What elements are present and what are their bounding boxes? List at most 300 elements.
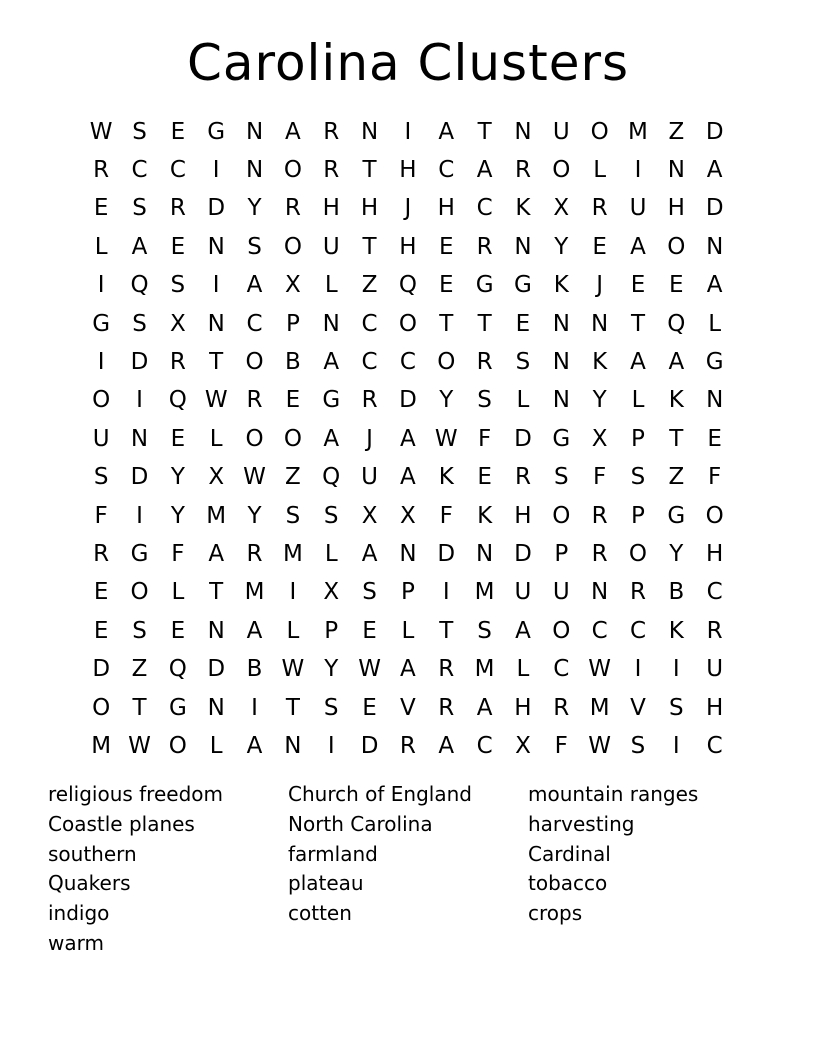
grid-letter: N — [360, 118, 379, 145]
grid-letter: M — [628, 118, 648, 145]
grid-letter: L — [401, 617, 415, 644]
grid-letter: R — [93, 157, 110, 184]
grid-letter: Z — [668, 464, 685, 491]
grid-letter: E — [477, 464, 492, 491]
grid-letter: B — [668, 579, 685, 606]
grid-letter: Q — [398, 272, 417, 299]
grid-letter: W — [204, 387, 228, 414]
grid-letter: I — [251, 694, 258, 721]
grid-letter: K — [515, 195, 531, 222]
grid-letter: M — [282, 540, 303, 567]
grid-letter: X — [515, 732, 531, 759]
grid-letter: G — [322, 387, 341, 414]
grid-letter: S — [669, 694, 684, 721]
grid-letter: D — [92, 656, 111, 683]
grid-letter: L — [324, 272, 338, 299]
grid-letter: F — [708, 464, 722, 491]
grid-letter: L — [286, 617, 300, 644]
grid-letter: Z — [668, 118, 685, 145]
word-list-item: warm — [48, 930, 104, 955]
grid-letter: N — [552, 349, 570, 376]
grid-letter: A — [706, 157, 723, 184]
grid-letter: I — [404, 118, 412, 145]
grid-letter: N — [207, 694, 225, 721]
grid-letter: N — [476, 540, 494, 567]
grid-letter: C — [246, 310, 263, 337]
grid-letter: W — [434, 425, 458, 452]
grid-letter: F — [554, 732, 568, 759]
grid-letter: I — [212, 157, 220, 184]
grid-letter: E — [170, 617, 186, 644]
grid-letter: E — [285, 387, 301, 414]
grid-letter: R — [591, 195, 608, 222]
grid-letter: C — [706, 732, 723, 759]
grid-letter: H — [322, 195, 340, 222]
grid-letter: A — [400, 464, 416, 491]
grid-letter: O — [283, 425, 302, 452]
grid-letter: Y — [592, 387, 607, 414]
grid-letter: O — [705, 502, 724, 529]
grid-letter: K — [668, 387, 684, 414]
grid-letter: N — [667, 157, 685, 184]
grid-letter: A — [361, 540, 378, 567]
word-list-item: harvesting — [528, 811, 635, 836]
grid-letter: J — [366, 425, 373, 452]
grid-letter: M — [91, 732, 112, 759]
grid-letter: C — [361, 310, 378, 337]
grid-letter: A — [630, 233, 646, 260]
grid-letter: P — [554, 540, 569, 567]
grid-letter: R — [438, 656, 455, 683]
grid-letter: N — [207, 617, 225, 644]
word-list-item: Church of England — [288, 782, 472, 806]
grid-letter: L — [94, 233, 108, 260]
grid-letter: O — [398, 310, 417, 337]
grid-letter: G — [168, 694, 187, 721]
grid-letter: S — [132, 118, 147, 145]
grid-letter: W — [89, 118, 113, 145]
grid-letter: V — [400, 694, 416, 721]
grid-letter: S — [132, 310, 147, 337]
grid-letter: N — [706, 387, 724, 414]
grid-letter: L — [209, 425, 223, 452]
grid-letter: T — [439, 310, 454, 337]
grid-letter: A — [438, 118, 455, 145]
grid-letter: R — [323, 118, 340, 145]
grid-letter: Z — [285, 464, 301, 491]
grid-letter: Q — [667, 310, 686, 337]
grid-letter: K — [553, 272, 569, 299]
word-list-item: plateau — [288, 871, 364, 896]
grid-letter: C — [629, 617, 647, 644]
grid-letter: C — [706, 579, 723, 606]
grid-letter: T — [209, 349, 224, 376]
grid-letter: F — [94, 502, 108, 529]
grid-letter: A — [630, 349, 646, 376]
grid-letter: Y — [247, 502, 262, 529]
grid-letter: D — [705, 118, 724, 145]
grid-letter: Y — [247, 195, 262, 222]
grid-letter: C — [131, 157, 148, 184]
grid-letter: O — [130, 579, 149, 606]
grid-letter: R — [476, 233, 493, 260]
grid-letter: N — [322, 310, 340, 337]
word-list-item: indigo — [48, 901, 110, 926]
letter-grid — [82, 113, 734, 766]
grid-letter: C — [553, 656, 570, 683]
grid-letter: J — [404, 195, 412, 222]
grid-letter: N — [399, 540, 417, 567]
grid-letter: E — [93, 195, 109, 222]
grid-letter: K — [668, 617, 684, 644]
grid-letter: J — [596, 272, 604, 299]
grid-letter: O — [552, 617, 571, 644]
grid-letter: N — [552, 310, 570, 337]
grid-letter: S — [477, 617, 492, 644]
grid-letter: N — [245, 118, 264, 145]
grid-letter: A — [400, 425, 416, 452]
grid-letter: F — [593, 464, 607, 491]
grid-letter: N — [284, 732, 302, 759]
grid-letter: W — [243, 464, 266, 491]
grid-letter: L — [171, 579, 185, 606]
grid-letter: N — [207, 233, 225, 260]
grid-letter: D — [705, 195, 724, 222]
grid-letter: X — [285, 272, 301, 299]
grid-letter: N — [514, 118, 532, 145]
grid-letter: X — [361, 502, 378, 529]
grid-letter: D — [514, 540, 532, 567]
grid-letter: T — [209, 579, 224, 606]
grid-letter: E — [93, 617, 109, 644]
grid-letter: S — [630, 732, 646, 759]
grid-letter: W — [588, 732, 612, 759]
word-list-item: Coastle planes — [48, 811, 195, 836]
word-list-item: Cardinal — [528, 841, 611, 866]
grid-letter: A — [246, 732, 263, 759]
grid-letter: N — [130, 425, 149, 452]
grid-letter: S — [132, 617, 147, 644]
grid-letter: N — [706, 233, 724, 260]
grid-letter: A — [323, 425, 340, 452]
grid-letter: O — [245, 425, 264, 452]
grid-letter: E — [707, 425, 722, 452]
grid-letter: S — [323, 502, 339, 529]
grid-letter: R — [591, 540, 608, 567]
grid-letter: K — [477, 502, 493, 529]
grid-letter: H — [514, 502, 532, 529]
grid-letter: U — [322, 233, 340, 260]
grid-letter: I — [442, 579, 450, 606]
grid-letter: T — [669, 425, 684, 452]
grid-letter: Q — [130, 272, 149, 299]
grid-letter: I — [97, 272, 105, 299]
grid-letter: G — [705, 349, 724, 376]
grid-letter: S — [362, 579, 377, 606]
grid-letter: I — [672, 656, 680, 683]
grid-letter: C — [361, 349, 378, 376]
grid-letter: M — [244, 579, 265, 606]
grid-letter: O — [552, 502, 571, 529]
grid-letter: W — [128, 732, 151, 759]
grid-letter: F — [439, 502, 453, 529]
grid-letter: L — [593, 157, 607, 184]
grid-letter: R — [284, 195, 301, 222]
grid-letter: W — [358, 656, 381, 683]
grid-letter: R — [323, 157, 340, 184]
grid-letter: H — [437, 195, 455, 222]
grid-letter: Q — [168, 656, 187, 683]
grid-letter: S — [477, 387, 492, 414]
grid-letter: U — [552, 118, 570, 145]
grid-letter: G — [552, 425, 571, 452]
grid-letter: E — [362, 617, 377, 644]
puzzle-title: Carolina Clusters — [186, 34, 630, 92]
grid-letter: O — [245, 349, 264, 376]
word-list-item: farmland — [288, 841, 378, 866]
grid-letter: N — [514, 233, 532, 260]
grid-letter: X — [169, 310, 186, 337]
grid-letter: D — [130, 464, 149, 491]
grid-letter: N — [591, 579, 609, 606]
grid-letter: I — [672, 732, 680, 759]
grid-letter: Y — [324, 656, 339, 683]
grid-letter: R — [629, 579, 646, 606]
grid-letter: I — [212, 272, 220, 299]
grid-letter: P — [400, 579, 415, 606]
grid-letter: D — [207, 656, 226, 683]
grid-letter: P — [324, 617, 339, 644]
grid-letter: W — [588, 656, 612, 683]
grid-letter: H — [706, 540, 724, 567]
grid-letter: M — [474, 656, 495, 683]
grid-letter: U — [706, 656, 724, 683]
grid-letter: R — [361, 387, 378, 414]
grid-letter: X — [208, 464, 225, 491]
grid-letter: W — [281, 656, 305, 683]
word-list-item: tobacco — [528, 871, 608, 896]
grid-letter: R — [476, 349, 493, 376]
grid-letter: H — [514, 694, 532, 721]
grid-letter: D — [130, 349, 149, 376]
grid-letter: A — [246, 617, 263, 644]
grid-letter: R — [553, 694, 570, 721]
grid-letter: U — [514, 579, 532, 606]
grid-letter: A — [400, 656, 416, 683]
grid-letter: O — [628, 540, 648, 567]
grid-letter: N — [552, 387, 570, 414]
grid-letter: R — [169, 195, 186, 222]
grid-letter: O — [283, 233, 302, 260]
grid-letter: A — [323, 349, 340, 376]
grid-letter: E — [362, 694, 377, 721]
grid-letter: I — [289, 579, 297, 606]
grid-letter: S — [132, 195, 147, 222]
grid-letter: X — [591, 425, 608, 452]
grid-letter: I — [97, 349, 105, 376]
grid-letter: O — [168, 732, 187, 759]
grid-letter: A — [208, 540, 225, 567]
grid-letter: M — [206, 502, 227, 529]
word-list-item: North Carolina — [288, 811, 433, 836]
grid-letter: P — [631, 502, 645, 529]
grid-letter: H — [360, 195, 379, 222]
grid-letter: P — [285, 310, 300, 337]
grid-letter: A — [706, 272, 723, 299]
grid-letter: Y — [170, 502, 185, 529]
grid-letter: C — [476, 195, 493, 222]
grid-letter: K — [592, 349, 608, 376]
grid-letter: N — [207, 310, 225, 337]
grid-letter: E — [93, 579, 109, 606]
grid-letter: V — [630, 694, 646, 721]
grid-letter: A — [668, 349, 685, 376]
word-list — [48, 780, 768, 959]
grid-letter: T — [477, 310, 492, 337]
grid-letter: A — [476, 157, 493, 184]
word-list-item: Quakers — [48, 871, 131, 896]
grid-letter: A — [246, 272, 263, 299]
grid-letter: E — [630, 272, 646, 299]
grid-letter: U — [92, 425, 110, 452]
grid-letter: S — [323, 694, 339, 721]
grid-letter: E — [592, 233, 607, 260]
grid-letter: D — [514, 425, 532, 452]
grid-letter: C — [399, 349, 416, 376]
grid-letter: R — [438, 694, 455, 721]
grid-letter: N — [591, 310, 609, 337]
grid-letter: Y — [170, 464, 185, 491]
grid-letter: C — [476, 732, 493, 759]
grid-letter: Z — [361, 272, 378, 299]
grid-letter: U — [552, 579, 570, 606]
grid-letter: D — [360, 732, 379, 759]
grid-letter: G — [514, 272, 532, 299]
grid-letter: E — [170, 233, 186, 260]
grid-letter: O — [92, 387, 111, 414]
grid-letter: G — [130, 540, 149, 567]
word-list-item: mountain ranges — [528, 782, 699, 806]
grid-letter: I — [136, 387, 143, 414]
grid-letter: D — [207, 195, 226, 222]
grid-letter: I — [634, 157, 642, 184]
grid-letter: D — [437, 540, 456, 567]
grid-letter: G — [667, 502, 686, 529]
grid-letter: L — [324, 540, 338, 567]
grid-letter: I — [327, 732, 335, 759]
grid-letter: Q — [322, 464, 341, 491]
grid-letter: G — [92, 310, 111, 337]
grid-letter: H — [399, 157, 417, 184]
grid-letter: O — [437, 349, 456, 376]
grid-letter: S — [93, 464, 109, 491]
grid-letter: R — [169, 349, 186, 376]
grid-letter: X — [400, 502, 416, 529]
grid-letter: B — [246, 656, 263, 683]
grid-letter: F — [171, 540, 185, 567]
grid-letter: A — [131, 233, 148, 260]
grid-letter: Q — [168, 387, 187, 414]
grid-letter: T — [285, 694, 300, 721]
grid-letter: R — [514, 157, 531, 184]
grid-letter: S — [553, 464, 569, 491]
grid-letter: R — [514, 464, 531, 491]
grid-letter: G — [475, 272, 494, 299]
grid-letter: T — [630, 310, 646, 337]
grid-letter: M — [474, 579, 495, 606]
grid-letter: E — [438, 272, 454, 299]
grid-letter: C — [169, 157, 186, 184]
grid-letter: A — [285, 118, 301, 145]
grid-letter: K — [438, 464, 454, 491]
grid-letter: Z — [131, 656, 148, 683]
grid-letter: E — [438, 233, 454, 260]
grid-letter: P — [631, 425, 645, 452]
grid-letter: R — [246, 540, 263, 567]
grid-letter: T — [132, 694, 147, 721]
grid-letter: I — [136, 502, 143, 529]
grid-letter: H — [399, 233, 417, 260]
grid-letter: A — [438, 732, 455, 759]
word-list-item: religious freedom — [48, 782, 223, 806]
grid-letter: B — [285, 349, 301, 376]
grid-letter: L — [516, 656, 530, 683]
grid-letter: O — [667, 233, 686, 260]
grid-letter: A — [515, 617, 531, 644]
grid-letter: F — [477, 425, 492, 452]
grid-letter: C — [591, 617, 608, 644]
word-list-item: crops — [528, 901, 583, 926]
grid-letter: O — [92, 694, 111, 721]
grid-letter: C — [438, 157, 455, 184]
grid-letter: T — [362, 157, 377, 184]
grid-letter: X — [553, 195, 570, 222]
grid-letter: T — [362, 233, 377, 260]
grid-letter: E — [170, 425, 186, 452]
grid-letter: S — [285, 502, 301, 529]
grid-letter: A — [476, 694, 493, 721]
grid-letter: H — [706, 694, 724, 721]
grid-letter: U — [629, 195, 647, 222]
grid-letter: R — [399, 732, 416, 759]
grid-letter: E — [669, 272, 684, 299]
grid-letter: L — [708, 310, 722, 337]
grid-letter: G — [207, 118, 226, 145]
grid-letter: Y — [669, 540, 684, 567]
grid-letter: S — [630, 464, 646, 491]
grid-letter: R — [93, 540, 110, 567]
grid-letter: N — [245, 157, 264, 184]
grid-letter: R — [246, 387, 263, 414]
grid-letter: S — [247, 233, 262, 260]
grid-letter: Y — [439, 387, 454, 414]
grid-letter: L — [631, 387, 645, 414]
grid-letter: S — [170, 272, 186, 299]
grid-letter: M — [589, 694, 610, 721]
grid-letter: R — [706, 617, 723, 644]
grid-letter: Y — [554, 233, 569, 260]
grid-letter: T — [439, 617, 454, 644]
grid-letter: T — [477, 118, 492, 145]
word-list-item: cotten — [288, 901, 352, 926]
grid-letter: O — [283, 157, 302, 184]
grid-letter: L — [516, 387, 530, 414]
grid-letter: I — [634, 656, 642, 683]
grid-letter: L — [209, 732, 223, 759]
grid-letter: R — [591, 502, 608, 529]
grid-letter: O — [552, 157, 571, 184]
grid-letter: E — [515, 310, 531, 337]
